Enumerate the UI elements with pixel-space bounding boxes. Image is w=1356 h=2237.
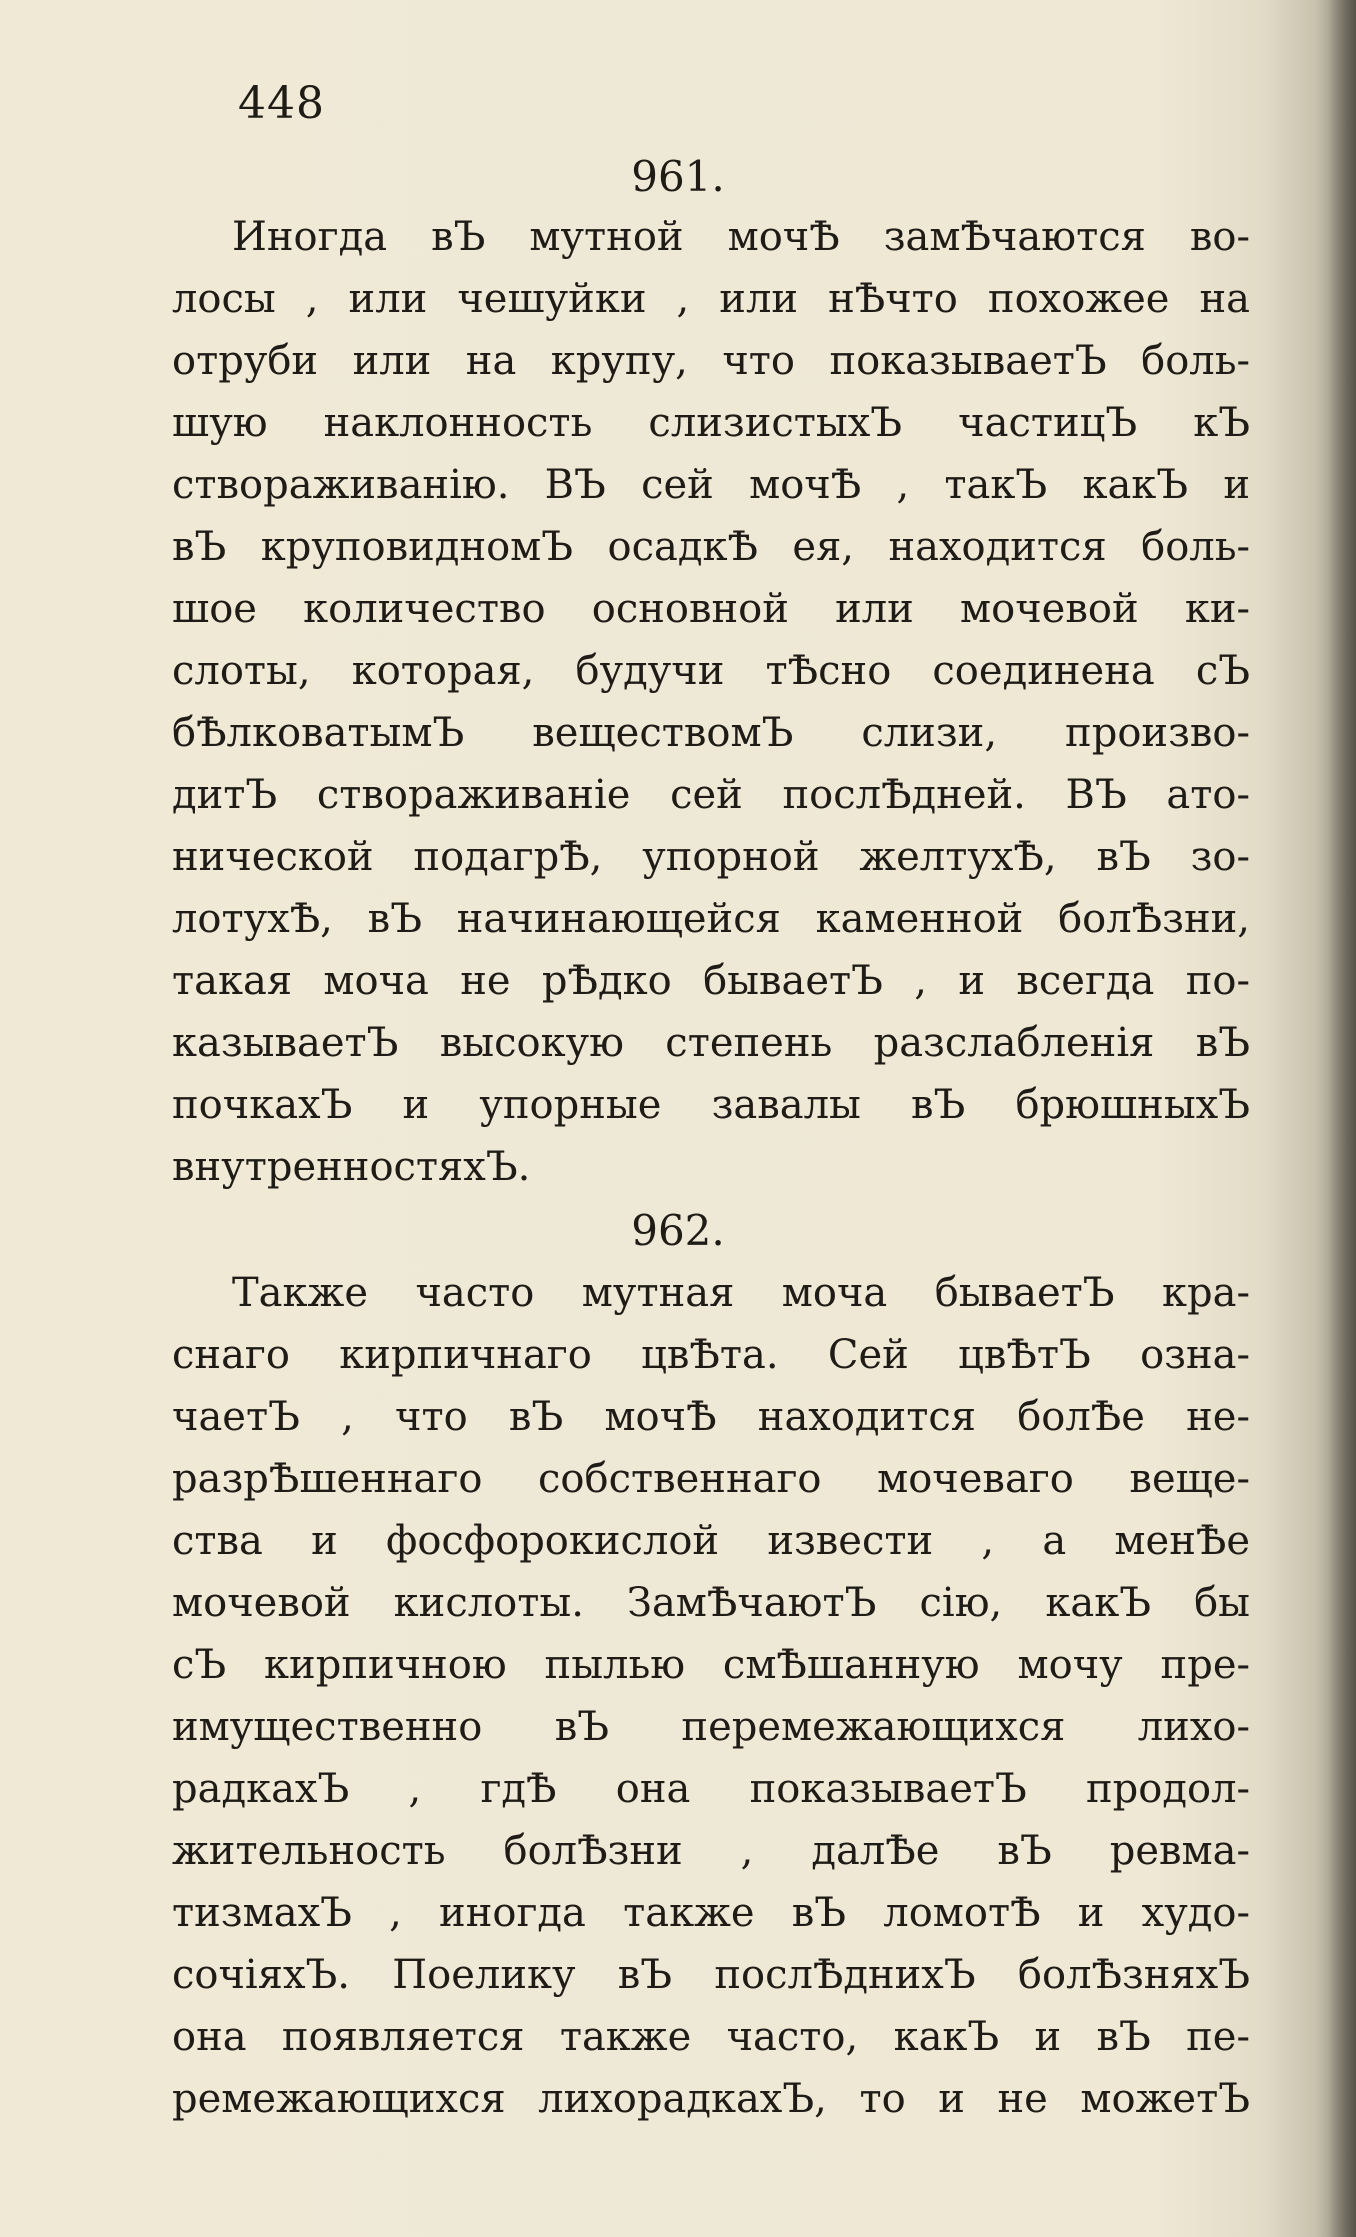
text-line: жительность болѢзни , далѢе вЪ ревма- — [172, 1828, 1250, 1874]
text-line: отруби или на крупу, что показываетЪ боль- — [172, 338, 1250, 384]
text-line: разрѢшеннаго собственнаго мочеваго веще- — [172, 1456, 1250, 1502]
paragraph-961 — [172, 206, 1250, 1198]
text-line: шую наклонность слизистыхЪ частицЪ кЪ — [172, 400, 1250, 446]
text-line: тизмахЪ , иногда также вЪ ломотѢ и худо- — [172, 1890, 1250, 1936]
text-line: снаго кирпичнаго цвѢта. Сей цвѢтЪ озна- — [172, 1332, 1250, 1378]
text-line: шое количество основной или мочевой ки- — [172, 586, 1250, 632]
text-line: сочіяхЪ. Поелику вЪ послѢднихЪ болѢзняхЪ — [172, 1952, 1250, 1998]
text-line: створаживанію. ВЪ сей мочѢ , такЪ какЪ и — [172, 462, 1250, 508]
text-line: сЪ кирпичною пылью смѢшанную мочу пре- — [172, 1642, 1250, 1688]
text-line: ства и фосфорокислой извести , а менѢе — [172, 1518, 1250, 1564]
text-line: бѢлковатымЪ веществомЪ слизи, произво- — [172, 710, 1250, 756]
text-line: она появляется также часто, какЪ и вЪ пе- — [172, 2014, 1250, 2060]
page-number: 448 — [238, 78, 325, 129]
section-number-961: 961. — [631, 152, 725, 201]
section-number-962: 962. — [631, 1206, 725, 1255]
text-line: чаетЪ , что вЪ мочѢ находится болѢе не- — [172, 1394, 1250, 1440]
paragraph-962 — [172, 1262, 1250, 2130]
text-line: имущественно вЪ перемежающихся лихо- — [172, 1704, 1250, 1750]
text-line: вЪ круповидномЪ осадкѢ ея, находится боль- — [172, 524, 1250, 570]
text-line: слоты, которая, будучи тѢсно соединена сЪ — [172, 648, 1250, 694]
text-line: Иногда вЪ мутной мочѢ замѢчаются во- — [232, 214, 1250, 260]
text-line: Также часто мутная моча бываетЪ кра- — [232, 1270, 1250, 1316]
text-line: почкахЪ и упорные завалы вЪ брюшныхЪ — [172, 1082, 1250, 1128]
text-line: нической подагрѢ, упорной желтухѢ, вЪ зо- — [172, 834, 1250, 880]
spine-shadow — [1328, 0, 1356, 2237]
text-line: лотухѢ, вЪ начинающейся каменной болѢзни, — [172, 896, 1250, 942]
text-line: мочевой кислоты. ЗамѢчаютЪ сію, какЪ бы — [172, 1580, 1250, 1626]
text-line: лосы , или чешуйки , или нѢчто похожее на — [172, 276, 1250, 322]
text-line: казываетЪ высокую степень разслабленія вЪ — [172, 1020, 1250, 1066]
text-line: такая моча не рѢдко бываетЪ , и всегда по- — [172, 958, 1250, 1004]
text-line: дитЪ створаживаніе сей послѢдней. ВЪ ато- — [172, 772, 1250, 818]
text-line: ремежающихся лихорадкахЪ, то и не можетЪ — [172, 2076, 1250, 2122]
text-line: радкахЪ , гдѢ она показываетЪ продол- — [172, 1766, 1250, 1812]
text-line: внутренностяхЪ. — [172, 1144, 531, 1190]
